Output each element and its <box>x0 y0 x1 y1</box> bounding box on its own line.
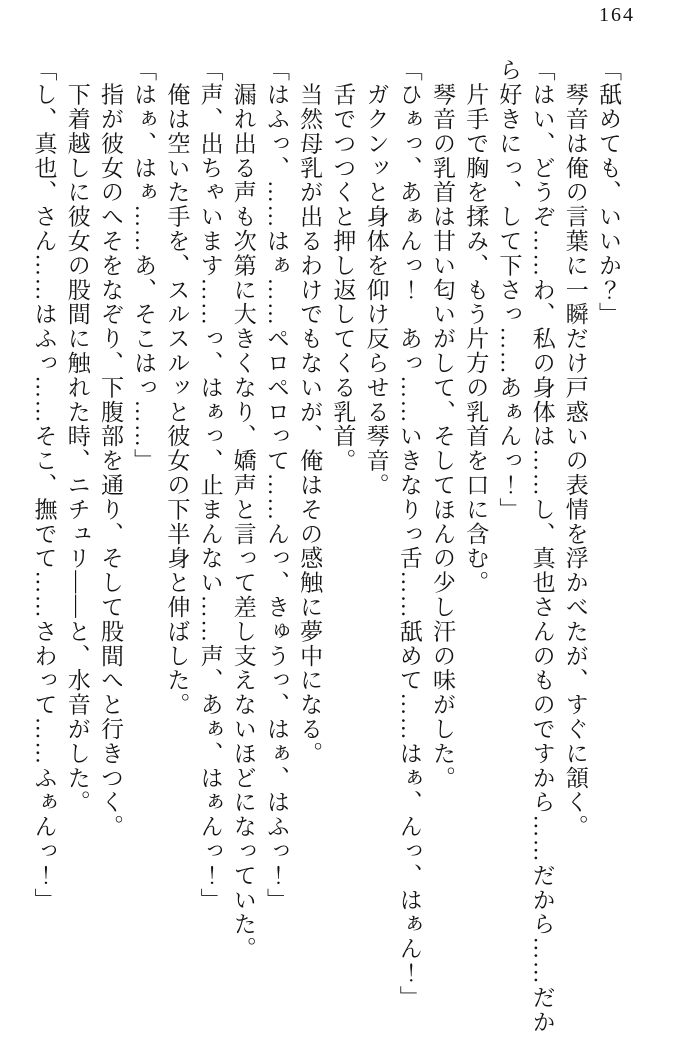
text-line: 「声、出ちゃいます……っ、はぁっ、止まんない……声、あぁ、はぁんっ！」 <box>197 58 223 912</box>
text-line: 「ひぁっ、あぁんっ！ あっ……いきなりっ舌……舐めて……はぁ、んっ、はぁん！」 <box>396 58 422 1010</box>
text-line: 「はぁ、はぁ……あ、そこはっ……」 <box>131 58 157 473</box>
text-line: 指が彼女のへそをなぞり、下腹部を通り、そして股間へと行きつく。 <box>97 58 123 839</box>
text-line: 琴音の乳首は甘い匂いがして、そしてほんの少し汗の味がした。 <box>429 58 455 790</box>
text-line: 「し、真也、さん……はふっ……そこ、撫でて……さわって……ふぁんっ！」 <box>31 58 57 912</box>
text-line: 当然母乳が出るわけでもないが、俺はその感触に夢中になる。 <box>297 58 323 766</box>
text-line: 「はい、どうぞ……わ、私の身体は……し、真也さんのものですから……だから……だか <box>529 58 555 1034</box>
page-number: 164 <box>599 4 635 26</box>
text-line: 舌でつつくと押し返してくる乳首。 <box>330 58 356 473</box>
text-line: 琴音は俺の言葉に一瞬だけ戸惑いの表情を浮かべたが、すぐに頷く。 <box>562 58 588 839</box>
text-line: 漏れ出る声も次第に大きくなり、嬌声と言って差し支えないほどになっていた。 <box>230 58 256 961</box>
text-line: 下着越しに彼女の股間に触れた時、ニチュリ――と、水音がした。 <box>64 58 90 815</box>
text-line: 「はふっ、……はぁ……ペロペロって……んっ、きゅうっ、はぁ、はふっ！」 <box>263 58 289 912</box>
text-line: ガクンッと身体を仰け反らせる琴音。 <box>363 58 389 498</box>
text-block <box>23 58 625 1043</box>
text-line: 「舐めても、いいか？」 <box>596 58 621 327</box>
text-line: ら好きにっ、して下さっ……あぁんっ！」 <box>496 58 522 522</box>
text-line: 俺は空いた手を、スルスルッと彼女の下半身と伸ばした。 <box>164 58 190 717</box>
text-line: 片手で胸を揉み、もう片方の乳首を口に含む。 <box>463 58 489 595</box>
